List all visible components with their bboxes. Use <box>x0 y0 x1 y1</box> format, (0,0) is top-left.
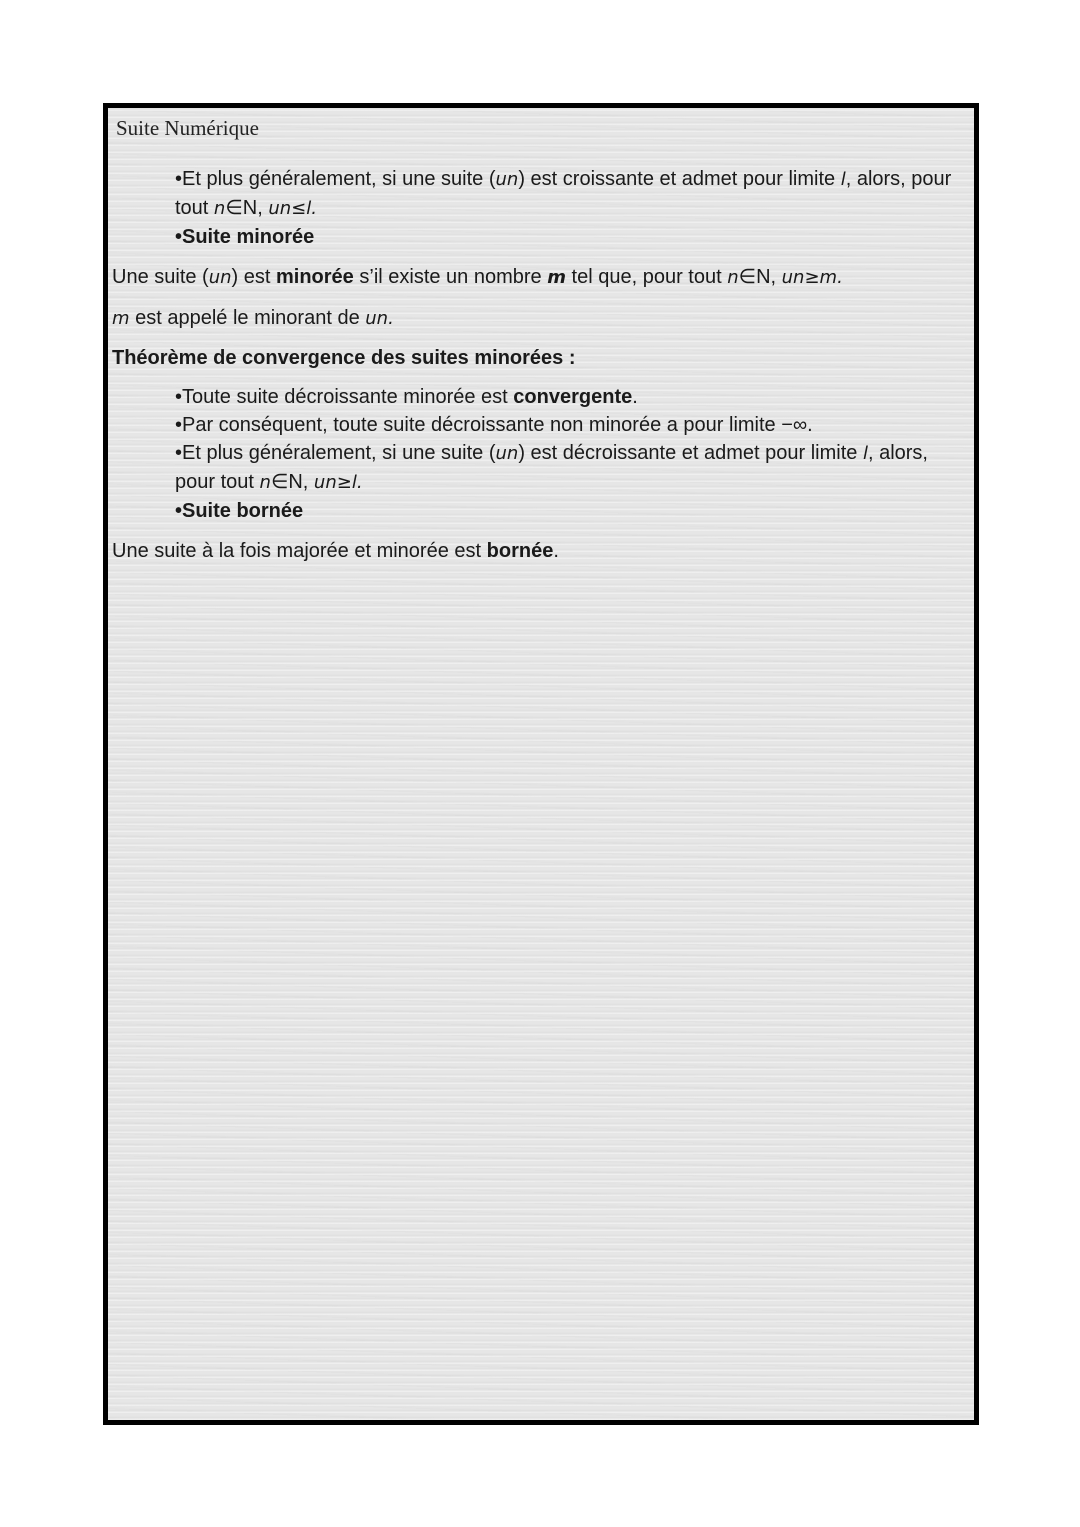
math-run: m <box>547 267 566 288</box>
math-run: un≥l. <box>313 472 363 493</box>
math-run: un <box>208 267 232 288</box>
bold-run: bornée <box>486 540 554 562</box>
text-run: ∈N, <box>225 197 269 219</box>
text-run: Une suite à la fois majorée et minorée est <box>112 540 487 562</box>
text-run: tel que, pour tout <box>566 266 728 288</box>
text-run: ∈N, <box>738 266 782 288</box>
list-item-continuation <box>108 194 974 223</box>
text-run: Une suite ( <box>112 266 209 288</box>
math-run: un≥m. <box>781 267 843 288</box>
page-title: Suite Numérique <box>116 116 259 140</box>
text-run: •Et plus généralement, si une suite ( <box>175 442 496 464</box>
text-run: •Toute suite décroissante minorée est <box>175 386 514 408</box>
bold-run: convergente <box>513 386 633 408</box>
text-run: . <box>632 386 638 408</box>
text-run: ) est croissante et admet pour limite <box>518 168 841 190</box>
text-run: pour tout <box>175 471 260 493</box>
theorem-title: Théorème de convergence des suites minorées : <box>112 347 576 369</box>
subheading-suite-minoree: •Suite minorée <box>175 226 315 248</box>
math-run: n <box>259 472 271 493</box>
math-run: n <box>213 198 226 219</box>
subheading-suite-bornee: •Suite bornée <box>175 500 304 522</box>
text-run: , alors, <box>867 442 928 464</box>
math-run: un <box>495 169 519 190</box>
text-run: ) est décroissante et admet pour limite <box>518 442 863 464</box>
math-run: un <box>495 443 519 464</box>
bullet-list-minoree <box>108 383 974 525</box>
math-run: un. <box>365 308 394 329</box>
text-run: ∈N, <box>270 471 314 493</box>
text-run: , alors, pour <box>845 168 952 190</box>
math-run: l <box>840 169 846 190</box>
definition-minorant <box>108 304 974 333</box>
list-item <box>108 383 974 411</box>
definition-minoree <box>108 263 974 292</box>
math-run: m <box>112 308 130 329</box>
text-run: est appelé le minorant de <box>129 307 366 329</box>
math-run: l <box>862 443 868 464</box>
text-run: •Et plus généralement, si une suite ( <box>175 168 496 190</box>
list-item <box>108 165 974 194</box>
document-page <box>103 103 979 1425</box>
math-run: n <box>727 267 739 288</box>
bold-run: minorée <box>276 266 354 288</box>
list-item: •Par conséquent, toute suite décroissante non minorée a pour limite −∞. <box>175 414 813 436</box>
text-run: s’il existe un nombre <box>353 266 548 288</box>
text-run: ) est <box>231 266 276 288</box>
text-run: tout <box>175 197 214 219</box>
text-run: . <box>553 540 559 562</box>
list-item <box>108 439 974 468</box>
math-run: un≤l. <box>268 198 317 219</box>
list-item-continuation <box>108 468 974 497</box>
definition-bornee <box>108 537 974 565</box>
bullet-list-majoree <box>108 165 974 251</box>
